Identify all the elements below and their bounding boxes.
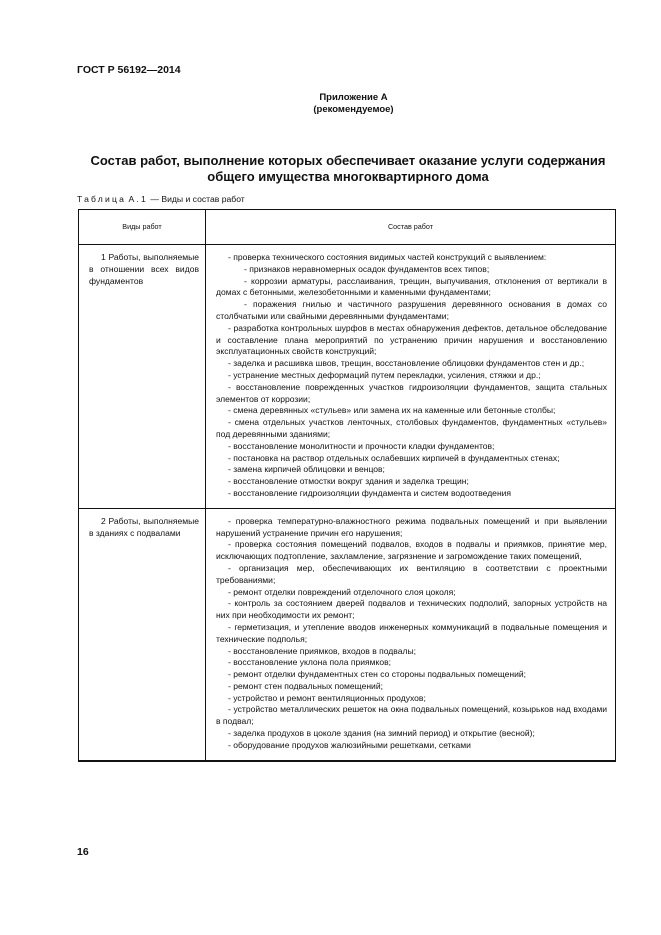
header-work-composition: Состав работ <box>206 210 616 245</box>
works-table <box>78 209 616 762</box>
work-item: - проверка технического состояния видимых частей конструкций с выявлением: <box>228 252 547 262</box>
work-item: - устройство металлических решеток на окна подвальных помещений, козырьков над входами в подвал; <box>216 704 607 727</box>
work-item: - смена деревянных «стульев» или замена их на каменные или бетонные столбы; <box>228 405 556 416</box>
work-item: - проверка состояния помещений подвалов, входов в подвалы и приямков, принятие мер, исключающих подтопление, захламление, загрязнение и загромождение таких помещений, <box>216 539 607 562</box>
work-item: - ремонт отделки фундаментных стен со стороны подвальных помещений; <box>228 669 527 680</box>
work-item: - восстановление монолитности и прочности кладки фундаментов; <box>228 440 495 451</box>
work-composition-cell <box>206 245 616 509</box>
appendix-subtitle: (рекомендуемое) <box>313 104 394 115</box>
table-caption <box>77 194 245 204</box>
work-item: - постановка на раствор отдельных ослабевших кирпичей в фундаментных стенах; <box>228 452 560 463</box>
appendix-heading <box>0 92 661 116</box>
work-item: - ремонт отделки повреждений отделочного слоя цоколя; <box>228 586 456 597</box>
work-item: - проверка температурно-влажностного режима подвальных помещений и при выявлении нарушений устранение причин его нарушения; <box>216 515 607 538</box>
work-item: - признаков неравномерных осадок фундаментов всех типов; <box>244 263 490 274</box>
table-row <box>79 508 616 760</box>
main-title: Состав работ, выполнение которых обеспечивает оказание услуги содержания общего имущества многоквартирного дома <box>90 153 606 184</box>
work-item: - поражения гнилью и частичного разрушения деревянного основания в домах со столбчатыми или свайными деревянными фундаментами; <box>216 299 607 321</box>
work-item: - контроль за состоянием дверей подвалов и технических подполий, запорных устройств на них при необходимости их ремонт; <box>216 598 607 621</box>
table-header-row <box>79 210 616 245</box>
work-item: - устранение местных деформаций путем перекладки, усиления, стяжки и др.; <box>228 369 541 380</box>
work-item: - заделка и расшивка швов, трещин, восстановление облицовки фундаментов стен и др.; <box>228 358 585 369</box>
work-item: - восстановление поврежденных участков гидроизоляции фундаментов, защита стальных элементов от коррозии; <box>216 381 607 404</box>
work-item: - герметизация, и утепление вводов инженерных коммуникаций в подвальные помещения и технические подполья; <box>216 621 607 644</box>
work-item: - замена кирпичей облицовки и венцов; <box>228 464 385 475</box>
work-item: - устройство и ремонт вентиляционных продухов; <box>228 692 426 703</box>
work-item: - восстановление отмостки вокруг здания и заделка трещин; <box>228 476 469 487</box>
work-type-text: 2 Работы, выполняемые в зданиях с подвалами <box>89 515 199 538</box>
work-item: - восстановление гидроизоляции фундамента и систем водоотведения <box>228 487 512 498</box>
work-item: - ремонт стен подвальных помещений; <box>228 680 383 691</box>
standard-designation: ГОСТ Р 56192—2014 <box>77 64 181 76</box>
work-item: - коррозии арматуры, расслаивания, трещин, выпучивания, отклонения от вертикали в домах с бетонными, железобетонными и каменными фундаментами; <box>216 275 607 298</box>
work-item: - оборудование продухов жалюзийными решетками, сетками <box>228 739 471 750</box>
work-item: - смена отдельных участков ленточных, столбовых фундаментов, фундаментных «стульев» под деревянными зданиями; <box>216 417 607 439</box>
work-type-cell <box>79 245 206 509</box>
work-type-cell <box>79 508 206 760</box>
header-work-types: Виды работ <box>79 210 206 245</box>
work-item: - заделка продухов в цоколе здания (на зимний период) и открытие (весной); <box>228 728 535 739</box>
table-row <box>79 245 616 509</box>
work-composition-cell <box>206 508 616 760</box>
work-item: - восстановление уклона пола приямков; <box>228 657 391 668</box>
work-type-text: 1 Работы, выполняемые в отношении всех видов фундаментов <box>89 252 199 286</box>
work-item: - разработка контрольных шурфов в местах обнаружения дефектов, детальное обследование и составление плана мероприятий по устранению причин нарушения и восстановлению эксплуатационных свойств конструкций; <box>216 322 607 357</box>
work-item: - организация мер, обеспечивающих их вентиляцию в соответствии с проектными требованиями; <box>216 562 607 585</box>
table-caption-label: Таблица <box>77 194 127 204</box>
table-caption-text: — Виды и состав работ <box>150 194 245 204</box>
appendix-title: Приложение А <box>319 92 388 103</box>
work-item: - восстановление приямков, входов в подвалы; <box>228 645 416 656</box>
table-caption-number: А.1 <box>128 194 148 204</box>
page-number: 16 <box>77 846 89 858</box>
